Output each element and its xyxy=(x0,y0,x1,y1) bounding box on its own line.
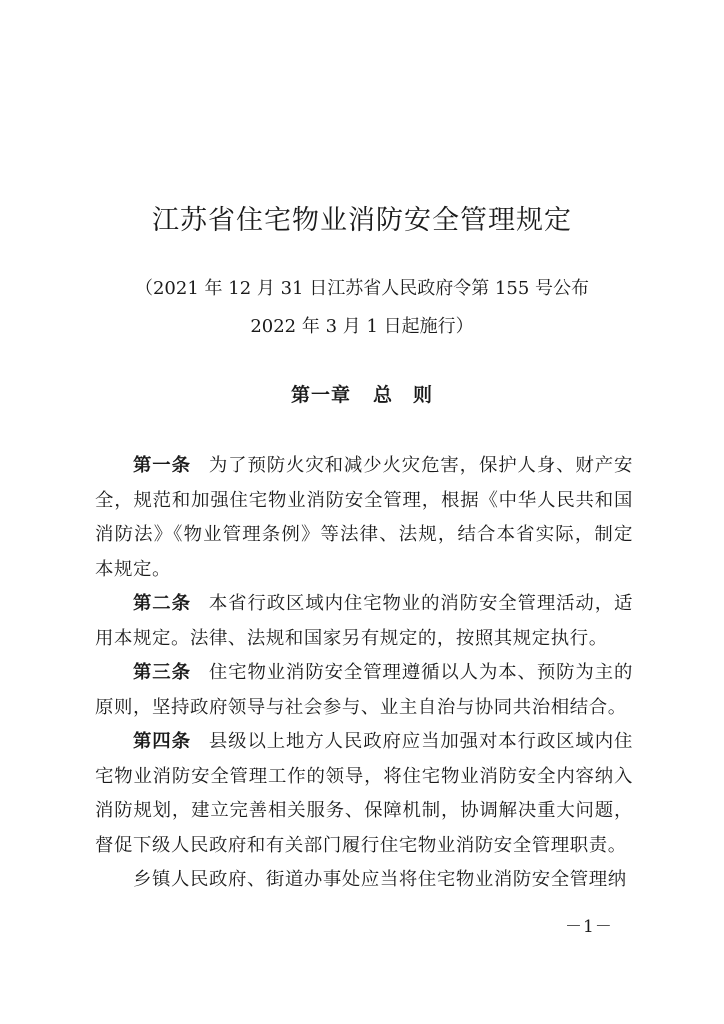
article-text: 县级以上地方人民政府应当加强对本行政区域内住宅物业消防安全管理工作的领导，将住宅物业消防安全内容纳入消防规划，建立完善相关服务、保障机制，协调解决重大问题，督促下级人民政府和有关部门履行住宅物业消防安全管理职责。 xyxy=(95,731,633,856)
article-1 xyxy=(95,449,633,587)
article-text: 住宅物业消防安全管理遵循以人为本、预防为主的原则，坚持政府领导与社会参与、业主自治与协同共治相结合。 xyxy=(95,662,633,718)
article-text: 为了预防火灾和减少火灾危害，保护人身、财产安全，规范和加强住宅物业消防安全管理，根据《中华人民共和国消防法》《物业管理条例》等法律、法规，结合本省实际，制定本规定。 xyxy=(95,455,633,580)
article-4-continuation: 乡镇人民政府、街道办事处应当将住宅物业消防安全管理纳 xyxy=(133,869,627,890)
chapter-heading xyxy=(0,380,724,407)
article-label: 第三条 xyxy=(133,662,191,683)
article-3 xyxy=(95,656,633,725)
article-text: 本省行政区域内住宅物业的消防安全管理活动，适用本规定。法律、法规和国家另有规定的，按照其规定执行。 xyxy=(95,593,633,649)
document-title: 江苏省住宅物业消防安全管理规定 xyxy=(152,205,572,236)
article-label: 第四条 xyxy=(133,731,191,752)
article-4 xyxy=(95,725,633,863)
chapter-name: 总 则 xyxy=(373,384,434,406)
document-body xyxy=(95,449,633,898)
page-number: －1－ xyxy=(565,917,613,937)
article-label: 第二条 xyxy=(133,593,191,614)
article-2 xyxy=(95,587,633,656)
chapter-number: 第一章 xyxy=(290,384,351,406)
promulgation-note-line-1: （2021 年 12 月 31 日江苏省人民政府令第 155 号公布 xyxy=(134,278,590,299)
promulgation-note-line-2: 2022 年 3 月 1 日起施行） xyxy=(250,316,474,337)
article-label: 第一条 xyxy=(133,455,191,476)
